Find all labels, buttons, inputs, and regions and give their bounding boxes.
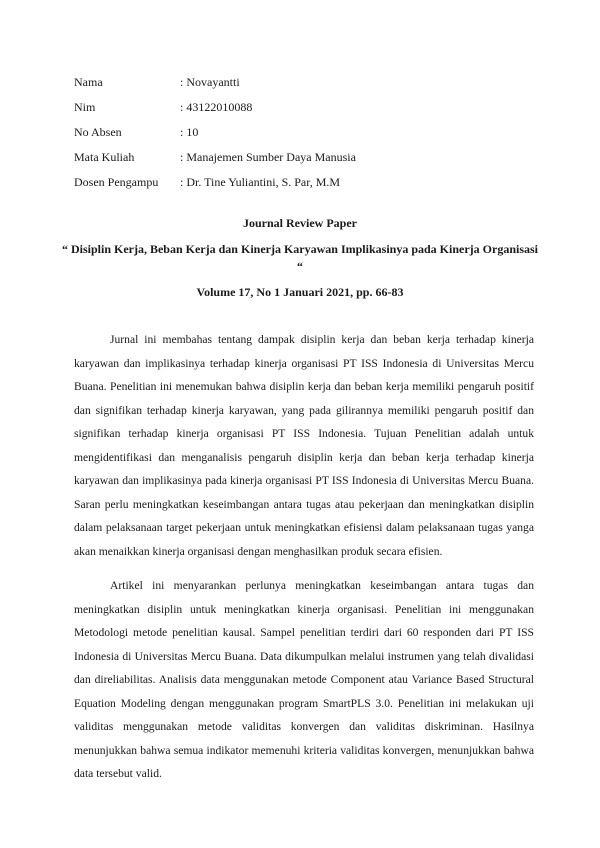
student-info [74, 70, 356, 195]
paper-title: “ Disiplin Kerja, Beban Kerja dan Kinerja Karyawan Implikasinya pada Kinerja Organisasi “ [61, 242, 539, 273]
paper-type: Journal Review Paper [243, 216, 357, 230]
paper-volume: Volume 17, No 1 Januari 2021, pp. 66-83 [196, 285, 404, 299]
review-body [74, 328, 534, 797]
info-row-nama [74, 70, 356, 95]
info-row-nim [74, 95, 356, 120]
info-value: : Manajemen Sumber Daya Manusia [180, 150, 356, 164]
info-value: : 43122010088 [180, 100, 253, 114]
info-label: Nama [74, 75, 103, 89]
info-label: No Absen [74, 125, 122, 139]
info-value: : Novayantti [180, 75, 240, 89]
paragraph: Artikel ini menyarankan perlunya meningkatkan keseimbangan antara tugas dan meningkatkan disiplin untuk meningkatkan kinerja organisasi. Penelitian ini menggunakan Metodologi metode penelitian kausal. Sampel penelitian terdiri dari 60 responden dari PT ISS Indonesia di Universitas Mercu Buana. Data dikumpulkan melalui instrumen yang telah divalidasi dan direliabilitas. Analisis data menggunakan metode Component atau Variance Based Structural Equation Modeling dengan menggunakan program SmartPLS 3.0. Penelitian ini melakukan uji validitas menggunakan metode validitas konvergen dan validitas diskriminan. Hasilnya menunjukkan bahwa semua indikator memenuhi kriteria validitas konvergen, menunjukkan bahwa data tersebut valid. [74, 579, 534, 780]
info-value: : 10 [180, 125, 199, 139]
review-heading [60, 216, 540, 300]
info-row-mata-kuliah [74, 145, 356, 170]
info-row-dosen [74, 170, 356, 195]
paragraph: Jurnal ini membahas tentang dampak disiplin kerja dan beban kerja terhadap kinerja karyawan dan implikasinya terhadap kinerja organisasi PT ISS Indonesia di Universitas Mercu Buana. Penelitian ini menemukan bahwa disiplin kerja dan beban kerja memiliki pengaruh positif dan signifikan terhadap kinerja karyawan, yang pada gilirannya memiliki pengaruh positif dan signifikan terhadap kinerja organisasi PT ISS Indonesia. Tujuan Penelitian adalah untuk mengidentifikasi dan menganalisis pengaruh disiplin kerja dan beban kerja terhadap kinerja karyawan dan implikasinya pada kinerja organisasi PT ISS Indonesia di Universitas Mercu Buana. Saran perlu meningkatkan keseimbangan antara tugas atau pekerjaan dan meningkatkan disiplin dalam pelaksanaan target pekerjaan untuk meningkatkan efisiensi dalam pelaksanaan tugas yanga akan menaikkan kinerja organisasi dengan menghasilkan produk secara efisien. [74, 333, 534, 558]
info-value: : Dr. Tine Yuliantini, S. Par, M.M [180, 175, 341, 189]
info-label: Nim [74, 100, 96, 114]
info-row-no-absen [74, 120, 356, 145]
info-label: Dosen Pengampu [74, 175, 159, 189]
info-label: Mata Kuliah [74, 150, 135, 164]
